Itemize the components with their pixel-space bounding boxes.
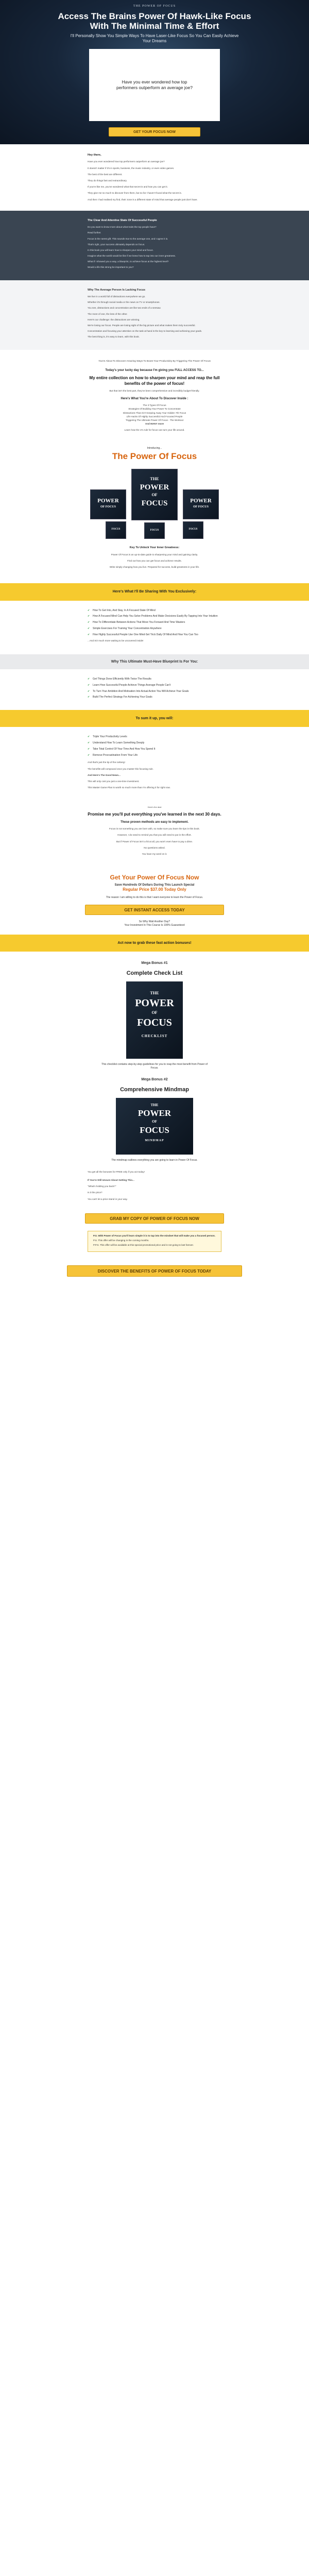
traits-paragraph: Do you want to know more about what traits the top people have? (88, 226, 157, 229)
product-bundle-image (90, 469, 219, 541)
blueprint-list (88, 677, 221, 699)
product-device-1: FOCUS (106, 521, 126, 539)
offer-price: Regular Price $37.00 Today Only (123, 887, 186, 892)
instant-access-button[interactable]: GET INSTANT ACCESS TODAY (85, 905, 224, 915)
traits-paragraph: Imagine what the world would be like if we knew how to tap into our inner greatness. (88, 255, 176, 258)
final-line: You can't let a price stand in your way. (88, 1197, 128, 1200)
inside-item: Triggering The Ultimate Power Of Focus - The Workout (125, 418, 184, 421)
discover-section (0, 350, 309, 442)
promise-paragraph: Focus is not something you are born with, so make sure you learn the tips in this book. (109, 827, 200, 831)
traits-paragraph: Focus is the rarest gift. This sounds true to the average one, and I agree it is. (88, 237, 168, 240)
blueprint-banner: Why This Ultimate Must-Have Blueprint Is For You: (0, 654, 309, 669)
sumup-paragraph: And Here's The Good News... (88, 773, 121, 776)
sharing-item: ✔ How To Differentiate Between Actions That Move You Forward And Time Wasters (88, 621, 221, 624)
promise-section (0, 799, 309, 865)
average-heading: Why The Average Person Is Lacking Focus (88, 288, 146, 292)
traits-paragraph: In this book you will learn how to sharpen your mind and focus. (88, 248, 153, 251)
final-question: If You're Still Unsure About Getting This... (88, 1178, 134, 1181)
lucky-day: Today's your lucky day because I'm giving you FULL ACCESS TO... (105, 369, 204, 372)
offer-title: Get Your Power Of Focus Now (110, 874, 199, 882)
sumup-paragraph: The benefits will compound once you master this focusing rule. (88, 767, 153, 770)
sharing-item: ✔ How A Focused Mind Can Help You Solve Problems And Make Decisions Easily By Tapping Into Your Intuition (88, 615, 221, 618)
ps-box (88, 1231, 221, 1252)
mindmap-cover-image (116, 1098, 193, 1155)
average-paragraph: Concentration and focusing your attention on the task at hand is the key to learning and achieving your goals. (88, 330, 202, 333)
final-total: You get all the bonuses for FREE only if you act today! (88, 1170, 145, 1173)
offer-section (0, 865, 309, 934)
inside-item: Distractions That Ain't Keeping Away Your Hidden 7th Focus (123, 411, 186, 414)
promise-paragraph: But if Power of Focus isn't a hit at all, you won't even have to pay a dime. (116, 840, 193, 843)
sharing-banner: Here's What I'll Be Sharing With You Exclusively: (0, 583, 309, 600)
bonus-2-name: Comprehensive Mindmap (120, 1087, 189, 1093)
product-device-2: FOCUS (144, 522, 165, 539)
offer-save: Save Hundreds Of Dollars During This Launch Special (114, 884, 195, 887)
inside-item: Life Hacks Of Highly Successful And Focused People (126, 415, 183, 418)
bonus-1-label: Mega Bonus #1 (141, 961, 168, 965)
bonus-1-name: Complete Check List (126, 970, 183, 977)
traits-paragraph: What if I showed you a way, a blueprint, to achieve focus at the highest level? (88, 260, 169, 263)
offer-line: Your Investment In This Course Is 100% Guaranteed (124, 923, 185, 927)
key-paragraph: Find out how you can get focus and achieve results. (127, 559, 182, 562)
sumup-section (0, 727, 309, 799)
checklist-cover-image (126, 981, 183, 1059)
promise-paragraph: You have my word on it. (142, 853, 167, 855)
average-paragraph: The more of one, the less of the other. (88, 312, 128, 315)
average-paragraph: Whether it's through social media or the news on TV or smartphones. (88, 301, 160, 304)
letter-paragraph: If you're like me, you've wondered what that secret is and how you can get it. (88, 185, 168, 189)
cover-subtitle: CHECKLIST (141, 1033, 168, 1038)
product-box-left: POWER OF FOCUS (90, 489, 126, 519)
sharing-list (88, 609, 221, 637)
key-heading: Key To Unlock Your Inner Greatness: (129, 546, 180, 550)
traits-heading: The Clear And Attentive State Of Successful People (88, 218, 157, 222)
letter-paragraph: They do things fast and extraordinary. (88, 179, 127, 182)
promise-paragraph: However, I do need to remind you that you will need to put in the effort. (117, 834, 192, 837)
letter-greeting: Hey there, (88, 154, 101, 157)
letter-paragraph: And then I had realised my find, their zone is a different state of mind that average people just don't have. (88, 198, 198, 201)
sumup-item: ✔ Triple Your Productivity Levels (88, 735, 221, 739)
sumup-list (88, 735, 221, 757)
sharing-item: ✔ How Highly Successful People Use One Mind-Set Trick Daily Of Mind And How You Can Too (88, 633, 221, 637)
ps-line: P.P.S. This offer will be available at this special promotional price and is not going to last forever. (93, 1244, 194, 1247)
sumup-paragraph: This Master Game Plan is worth so much more than I'm offering it for right now. (88, 786, 170, 789)
product-book-center: THE POWER OF FOCUS (131, 469, 178, 520)
sumup-item: ✔ Remove Procrastination From Your Life (88, 754, 221, 757)
promise-tag: Here's the deal (147, 806, 162, 809)
sharing-item: ✔ Simple Exercises For Training Your Concentration Anywhere (88, 627, 221, 631)
cover-the: THE (150, 1103, 159, 1108)
average-paragraph: Here's our challenge: the distractions are winning. (88, 318, 140, 321)
blueprint-item: ✔ To Turn Your Ambition And Motivation Into Actual Action You Will Achieve Your Goals (88, 690, 221, 693)
key-paragraph: Write simply changing how you live. Prepared for success, build greatness in your life. (109, 566, 200, 568)
knowledge-closing: Learn how the 1% rule for focus can turn your life around. (124, 429, 185, 432)
traits-paragraph: Would a life this strong be important to you? (88, 266, 134, 269)
product-box-right: POWER OF FOCUS (183, 489, 219, 519)
traits-section (0, 211, 309, 280)
average-paragraph: You see, distractions and concentration are like two ends of a seesaw. (88, 307, 161, 310)
letter-paragraph: Have you ever wondered how top performers outperform an average joe? (88, 160, 165, 163)
inside-item: Strategies Of Building Your Power To Concentrate (128, 408, 181, 411)
sharing-section (0, 601, 309, 654)
collection-sub: But that isn't the best part, they've been comprehensive and incredibly budget-friendly. (109, 389, 200, 392)
traits-paragraph: Read further. (88, 231, 101, 234)
final-line: "What's holding you back?" (88, 1185, 116, 1188)
cover-focus: FOCUS (137, 1016, 172, 1028)
cover-focus: FOCUS (140, 1125, 169, 1135)
bonus-1-desc: This checklist contains step-by-step guidelines for you to reap the most benefit from Power of Focus. (101, 1063, 208, 1070)
hero-title: Access The Brains Power Of Hawk-Like Focus With The Minimal Time & Effort (58, 11, 251, 31)
average-paragraph: We're losing our focus. People are losing sight of the big picture and what makes them truly successful. (88, 324, 196, 327)
sumup-banner: To sum it up, you will: (0, 710, 309, 727)
collection-title: My entire collection on how to sharpen your mind and reap the full benefits of the power of focus! (89, 376, 220, 386)
ps-line: P.S. This offer will be changing in the coming months. (93, 1239, 149, 1242)
ps-line: P.S. With Power of Focus you'll learn simple it is to tap into the mindset that will make you a focused person. (93, 1234, 216, 1237)
video-player[interactable] (89, 49, 220, 121)
letter-paragraph: The best of the best are different. (88, 173, 123, 176)
cover-the: THE (150, 991, 159, 996)
promise-methods: These proven methods are easy to implement. (120, 821, 189, 824)
introducing-label: Introducing... (147, 446, 162, 450)
cover-of: OF (152, 1120, 157, 1124)
grab-copy-button[interactable]: GRAB MY COPY OF POWER OF FOCUS NOW (85, 1213, 224, 1224)
blueprint-item: ✔ Learn How Successful People Achieve Things Average People Can't (88, 684, 221, 687)
blueprint-item: ✔ Build The Perfect Strategy For Achieving Your Goals (88, 696, 221, 699)
brand-logo: THE POWER OF FOCUS (133, 5, 176, 8)
letter-section (0, 144, 309, 211)
final-section (0, 1167, 309, 1210)
introducing-section (0, 442, 309, 541)
traits-paragraph: That's right, your success ultimately depends on focus. (88, 243, 145, 246)
discover-lead: You're About To Discover Amazing Ways To Boost Your Productivity By Triggering The Power Of Focus (98, 360, 211, 363)
average-paragraph: The best thing is, it's easy to learn, with this book. (88, 335, 140, 338)
blueprint-section (0, 669, 309, 710)
inside-item: And MANY more (145, 422, 164, 426)
key-paragraph: Power Of Focus is an up-to-date guide to sharpening your mind and gaining clarity. (111, 553, 198, 556)
sharing-item: ✔ How To Get Into, And Stay, In A Focused State Of Mind (88, 609, 221, 613)
bonus-1-section (0, 952, 309, 1167)
cover-power: POWER (138, 1108, 171, 1118)
bonus-2-label: Mega Bonus #2 (141, 1077, 168, 1081)
inside-item: The 3 Types Of Focus (143, 404, 166, 407)
sumup-paragraph: This will only cost you just a one-time investment. (88, 780, 140, 783)
get-focus-button[interactable]: GET YOUR FOCUS NOW (109, 127, 200, 137)
bonus-2-desc: The mindmap outlines everything you are going to learn in Power Of Focus. (111, 1159, 198, 1162)
offer-text: The reason I am willing to do this is that I want everyone to learn the Power of Focus. (106, 896, 203, 900)
product-device-3: FOCUS (183, 521, 203, 539)
letter-paragraph: They give me so much to discover from them, but so far I haven't found what the secret is. (88, 192, 182, 195)
promise-title: Promise me you'll put everything you've learned in the next 30 days. (88, 811, 221, 817)
key-section (0, 544, 309, 578)
hero-subtitle: I'll Personally Show You Simple Ways To Have Laser-Like Focus So You Can Easily Achieve Your Dreams (70, 33, 239, 44)
letter-paragraph: It doesn't matter if it's in sports, business, the music industry, or even video games. (88, 166, 175, 170)
average-section (0, 280, 309, 350)
sharing-more: ...And SO much more waiting to be uncovered inside! (88, 639, 144, 642)
cover-power: POWER (135, 997, 174, 1009)
inside-title: Here's What You're About To Discover Inside : (121, 397, 188, 401)
bonuses-banner: Act now to grab these fast action bonuses! (0, 935, 309, 952)
sumup-item: ✔ Understand How To Learn Something Deeply (88, 741, 221, 745)
average-paragraph: We live in a world full of distractions everywhere we go. (88, 295, 146, 298)
discover-benefits-button[interactable]: DISCOVER THE BENEFITS OF POWER OF FOCUS TODAY (67, 1265, 242, 1277)
blueprint-item: ✔ Get Things Done Efficiently With Twice The Results (88, 677, 221, 681)
promise-paragraph: No questions asked. (144, 846, 165, 849)
sumup-paragraph: And that's just the tip of the iceberg! (88, 761, 125, 764)
video-text: Have you ever wondered how top performers outperform an average joe? (116, 79, 193, 91)
offer-line: So Why Wait Another Day? (139, 920, 170, 924)
sumup-item: ✔ Take Total Control Of Your Time And How You Spend It (88, 748, 221, 751)
final-line: Is it the price? (88, 1191, 102, 1194)
cover-subtitle: MINDMAP (145, 1139, 164, 1142)
product-title: The Power Of Focus (112, 451, 197, 462)
cover-of: OF (151, 1010, 158, 1015)
hero-section (0, 0, 309, 144)
